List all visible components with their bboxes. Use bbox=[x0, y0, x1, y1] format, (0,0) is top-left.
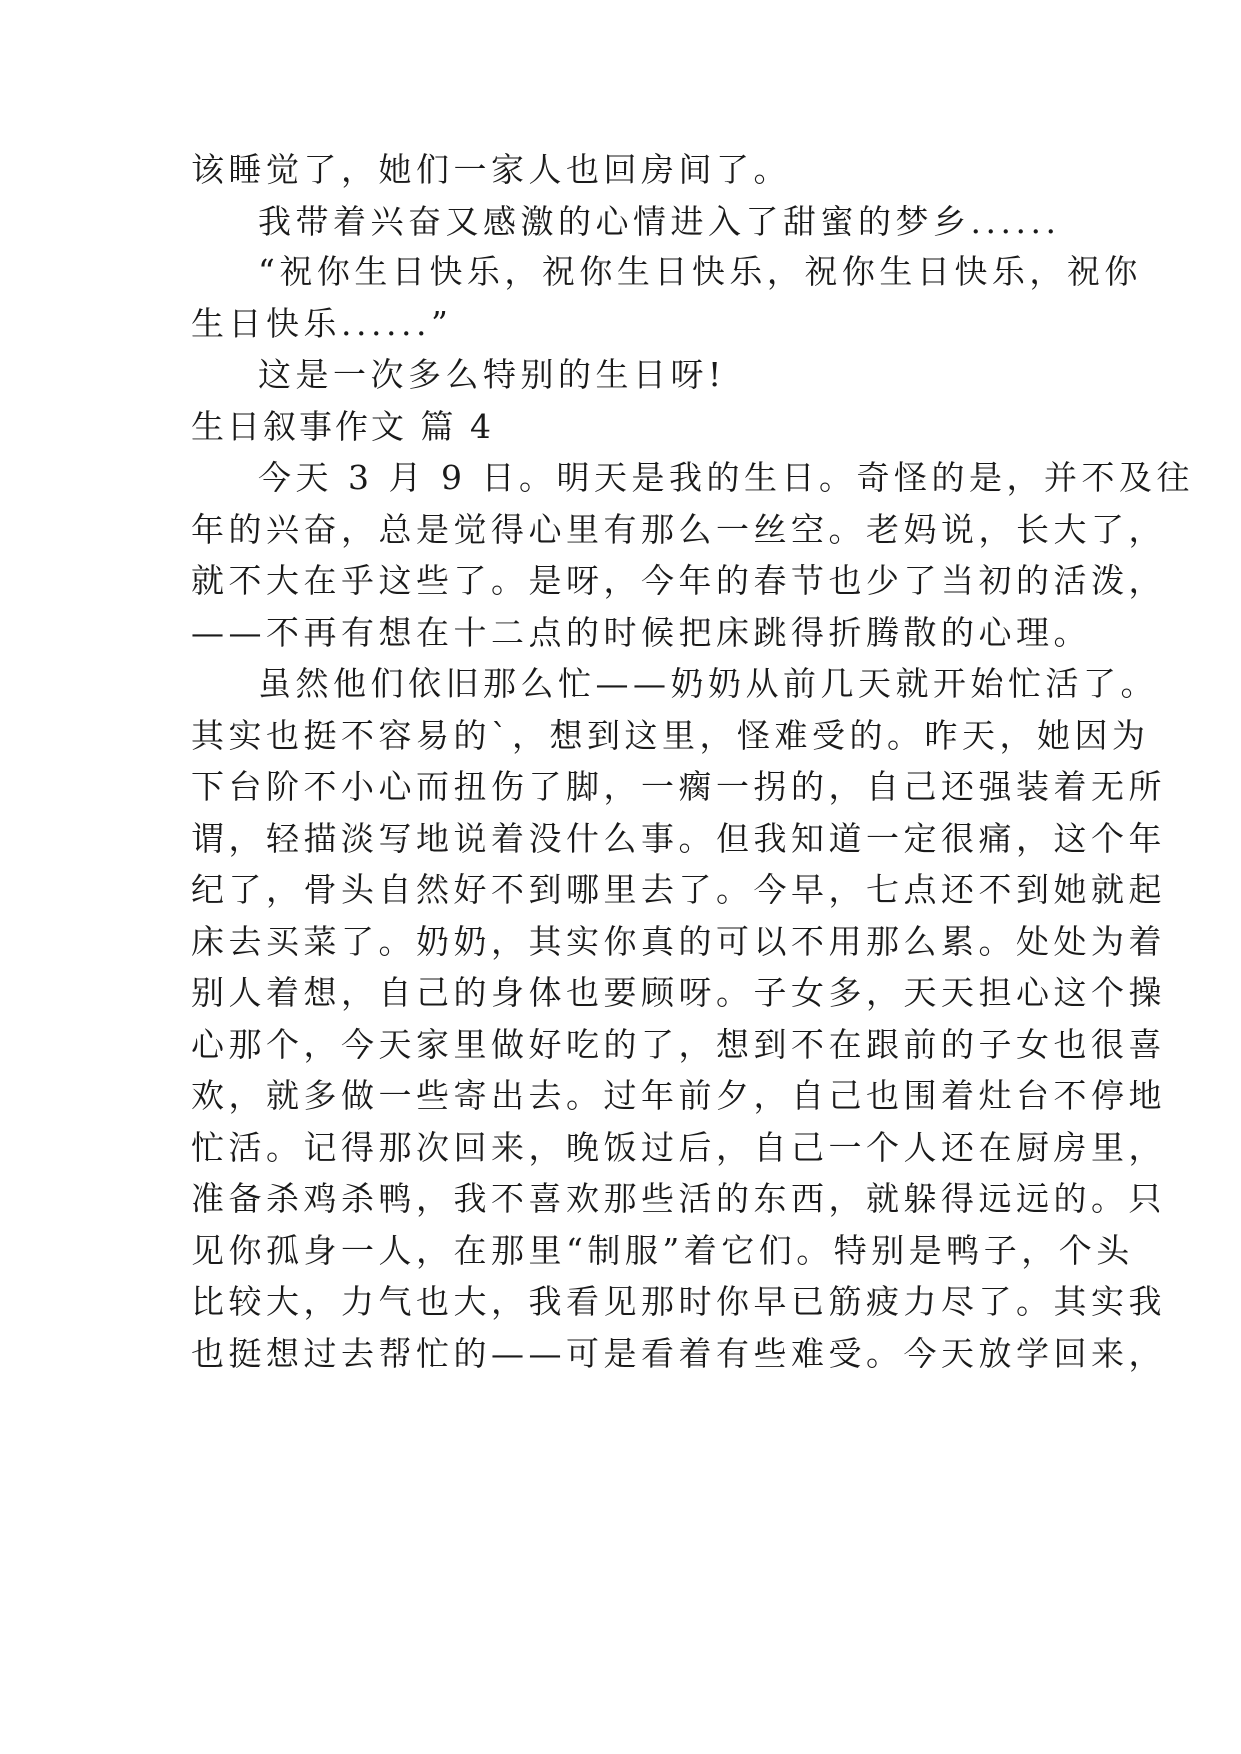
text-line: 忙活。记得那次回来，晚饭过后，自己一个人还在厨房里， bbox=[191, 1128, 1166, 1167]
text-line: 该睡觉了，她们一家人也回房间了。 bbox=[191, 150, 791, 189]
text-line: 别人着想，自己的身体也要顾呀。子女多，天天担心这个操 bbox=[191, 973, 1166, 1012]
text-line: “祝你生日快乐，祝你生日快乐，祝你生日快乐，祝你 bbox=[258, 252, 1142, 291]
text-line: 欢，就多做一些寄出去。过年前夕，自己也围着灶台不停地 bbox=[191, 1076, 1166, 1115]
text-line: 生日快乐......” bbox=[191, 304, 453, 343]
text-line: 下台阶不小心而扭伤了脚，一瘸一拐的，自己还强装着无所 bbox=[191, 767, 1166, 806]
text-line: 虽然他们依旧那么忙——奶奶从前几天就开始忙活了。 bbox=[258, 664, 1158, 703]
text-line: 比较大，力气也大，我看见那时你早已筋疲力尽了。其实我 bbox=[191, 1282, 1166, 1321]
text-line: 床去买菜了。奶奶，其实你真的可以不用那么累。处处为着 bbox=[191, 922, 1166, 961]
text-line: 今天 3 月 9 日。明天是我的生日。奇怪的是，并不及往 bbox=[258, 458, 1194, 497]
text-line: 见你孤身一人，在那里“制服”着它们。特别是鸭子，个头 bbox=[191, 1231, 1134, 1270]
text-line: 年的兴奋，总是觉得心里有那么一丝空。老妈说，长大了， bbox=[191, 510, 1166, 549]
text-line: 我带着兴奋又感激的心情进入了甜蜜的梦乡...... bbox=[258, 202, 1061, 241]
text-line: ——不再有想在十二点的时候把床跳得折腾散的心理。 bbox=[191, 613, 1091, 652]
text-line: 纪了，骨头自然好不到哪里去了。今早，七点还不到她就起 bbox=[191, 870, 1166, 909]
text-line: 心那个，今天家里做好吃的了，想到不在跟前的子女也很喜 bbox=[191, 1025, 1166, 1064]
text-line: 就不大在乎这些了。是呀，今年的春节也少了当初的活泼， bbox=[191, 561, 1166, 600]
text-line: 其实也挺不容易的`，想到这里，怪难受的。昨天，她因为 bbox=[191, 716, 1150, 755]
text-line: 也挺想过去帮忙的——可是看着有些难受。今天放学回来， bbox=[191, 1334, 1166, 1373]
text-line: 这是一次多么特别的生日呀! bbox=[258, 355, 726, 394]
text-line: 谓，轻描淡写地说着没什么事。但我知道一定很痛，这个年 bbox=[191, 819, 1166, 858]
section-heading: 生日叙事作文 篇 4 bbox=[191, 407, 494, 446]
text-line: 准备杀鸡杀鸭，我不喜欢那些活的东西，就躲得远远的。只 bbox=[191, 1179, 1166, 1218]
